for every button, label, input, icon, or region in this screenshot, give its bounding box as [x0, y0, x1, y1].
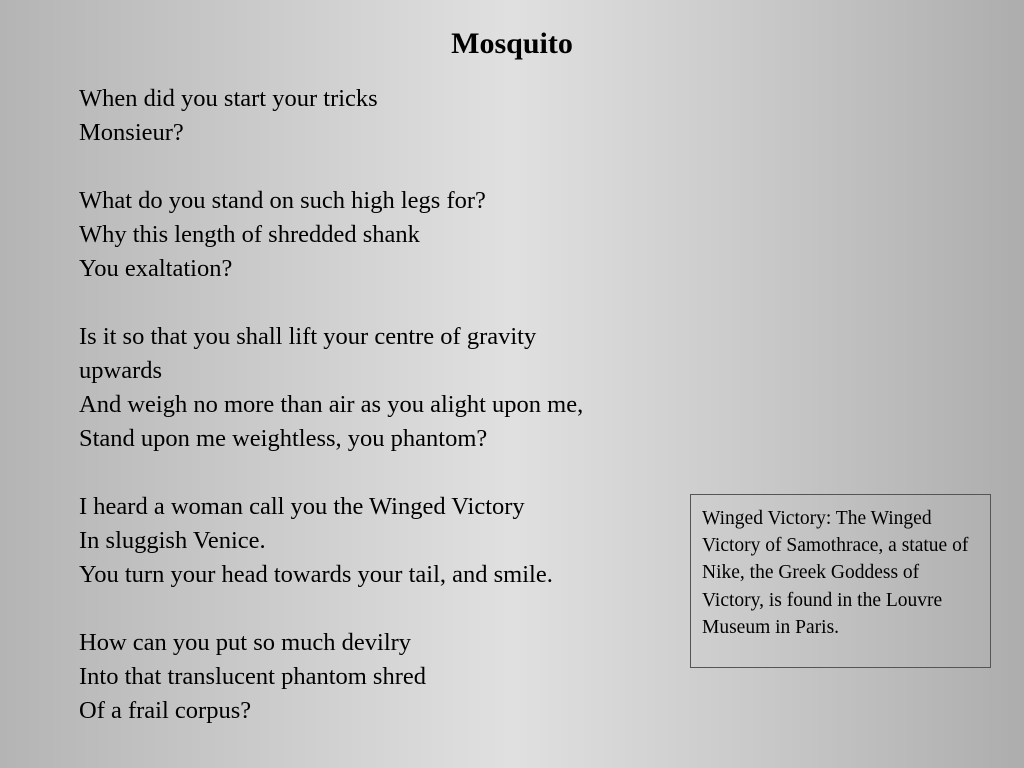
stanza-3: [79, 320, 699, 456]
poem-line: What do you stand on such high legs for?: [79, 187, 486, 214]
poem-line: I heard a woman call you the Winged Victory: [79, 493, 525, 520]
poem-line: When did you start your tricks: [79, 85, 378, 112]
poem-line: How can you put so much devilry: [79, 629, 412, 656]
footnote-box: Winged Victory: The Winged Victory of Samothrace, a statue of Nike, the Greek Goddess of Victory, is found in the Louvre Museum in Paris.: [690, 494, 991, 668]
poem-line: In sluggish Venice.: [79, 527, 266, 554]
poem-body: [79, 82, 699, 762]
poem-line: Monsieur?: [79, 119, 184, 146]
stanza-1: [79, 82, 699, 150]
poem-line: Into that translucent phantom shred: [79, 663, 426, 690]
poem-line: Of a frail corpus?: [79, 697, 252, 724]
stanza-2: [79, 184, 699, 286]
poem-line: You turn your head towards your tail, and smile.: [79, 561, 553, 588]
poem-line: Stand upon me weightless, you phantom?: [79, 425, 488, 452]
poem-line: upwards: [79, 357, 163, 384]
stanza-5: [79, 626, 699, 728]
poem-line: Is it so that you shall lift your centre of gravity: [79, 323, 537, 350]
poem-line: You exaltation?: [79, 255, 233, 282]
poem-title: Mosquito: [451, 27, 573, 60]
poem-line: And weigh no more than air as you alight upon me,: [79, 391, 584, 418]
poem-line: Why this length of shredded shank: [79, 221, 420, 248]
stanza-4: [79, 490, 699, 592]
